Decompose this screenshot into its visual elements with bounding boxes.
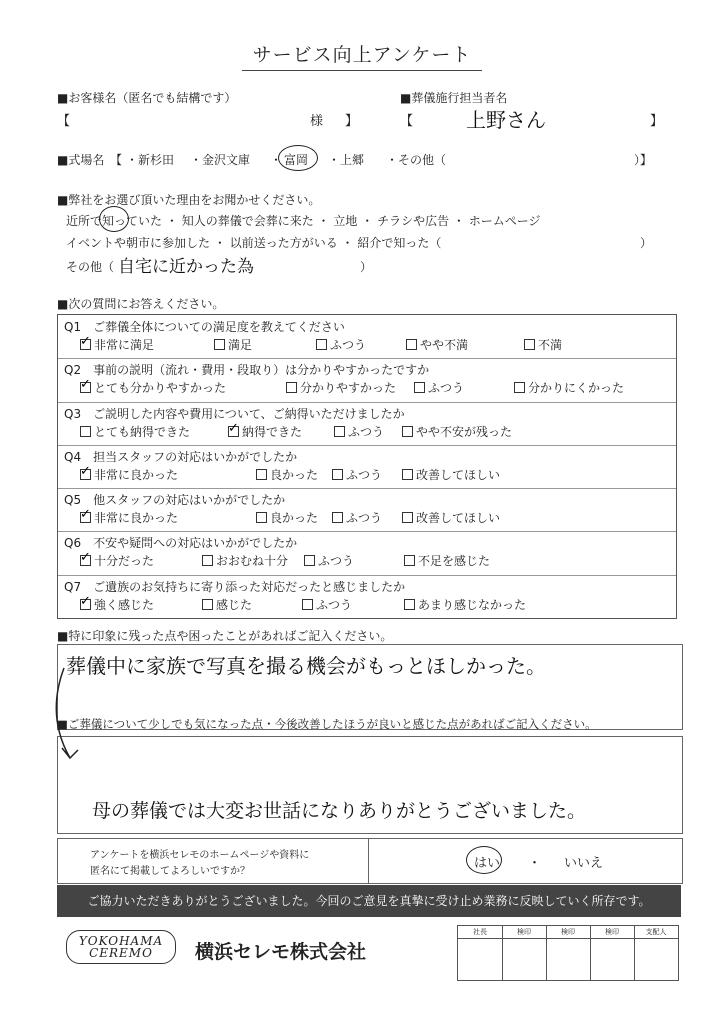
question-text: Q5 他スタッフの対応はいかがでしたか bbox=[64, 493, 286, 508]
question-text: Q6 不安や疑問への対応はいかがでしたか bbox=[64, 536, 298, 551]
option-label: 納得できた bbox=[242, 424, 303, 439]
reason-neighborhood: 近所で知っていた bbox=[66, 214, 163, 228]
option-label: ふつう bbox=[428, 381, 465, 396]
question-text: Q1 ご葬儀全体についての満足度を教えてください bbox=[64, 320, 345, 334]
question-option[interactable] bbox=[302, 596, 352, 613]
question-option[interactable] bbox=[80, 379, 226, 396]
reason-other-handwritten: 自宅に近かった為 bbox=[118, 257, 254, 277]
title-underline bbox=[242, 70, 482, 71]
question-row-3 bbox=[58, 402, 676, 440]
reason-selected-circle bbox=[99, 206, 129, 232]
checkbox[interactable] bbox=[302, 599, 313, 610]
checkbox[interactable] bbox=[316, 339, 327, 350]
consent-sep: ・ bbox=[528, 856, 542, 871]
question-row-4 bbox=[58, 445, 676, 483]
question-option[interactable] bbox=[402, 423, 512, 440]
question-option[interactable] bbox=[202, 596, 252, 613]
venue-close: ）】 bbox=[634, 153, 653, 167]
question-option[interactable] bbox=[80, 552, 154, 569]
question-text: Q3 ご説明した内容や費用について、ご納得いただけましたか bbox=[64, 406, 405, 421]
stamp-column bbox=[546, 926, 591, 980]
checkbox[interactable] bbox=[256, 512, 267, 523]
handwritten-arrow bbox=[50, 660, 90, 770]
question-option[interactable] bbox=[414, 379, 464, 396]
option-label: 十分だった bbox=[94, 554, 155, 569]
option-label: 不満 bbox=[538, 338, 563, 352]
question-separator bbox=[58, 402, 676, 403]
checked-checkbox[interactable] bbox=[228, 426, 239, 437]
option-label: やや不安が残った bbox=[416, 424, 513, 439]
checkbox[interactable] bbox=[202, 555, 213, 566]
question-row-1 bbox=[58, 315, 676, 353]
customer-open-bracket: 【 bbox=[57, 114, 71, 129]
question-option[interactable] bbox=[80, 423, 190, 440]
question-option[interactable] bbox=[402, 466, 500, 483]
customer-suffix: 様 bbox=[310, 114, 324, 129]
stamp-header: 検印 bbox=[502, 926, 546, 939]
option-label: ふつう bbox=[346, 467, 383, 482]
checkbox[interactable] bbox=[406, 339, 417, 350]
staff-close-bracket: 】 bbox=[650, 114, 664, 129]
checked-checkbox[interactable] bbox=[80, 599, 91, 610]
customer-close-bracket: 】 bbox=[345, 114, 359, 129]
consent-question-line1: アンケートを横浜セレモのホームページや資料に bbox=[90, 850, 310, 861]
stamp-column bbox=[634, 926, 678, 980]
option-label: やや不満 bbox=[420, 338, 469, 352]
checkbox[interactable] bbox=[332, 469, 343, 480]
option-label: 満足 bbox=[228, 338, 253, 352]
question-option[interactable] bbox=[404, 596, 526, 613]
venue-option-tomioka: 富岡 bbox=[284, 153, 309, 167]
questions-table bbox=[57, 314, 677, 619]
question-separator bbox=[58, 575, 676, 576]
question-option[interactable] bbox=[332, 466, 382, 483]
option-label: 改善してほしい bbox=[416, 467, 501, 482]
venue-selected-circle bbox=[278, 145, 318, 171]
sep: ・ bbox=[317, 214, 330, 228]
venue-option-dot: ・ bbox=[270, 153, 283, 167]
question-row-5 bbox=[58, 488, 676, 526]
reason-other-label: その他（ bbox=[66, 260, 115, 274]
question-option[interactable] bbox=[406, 336, 468, 353]
sep: ・ bbox=[213, 236, 226, 250]
question-option[interactable] bbox=[402, 509, 500, 526]
company-name: 横浜セレモ株式会社 bbox=[195, 941, 367, 963]
question-option[interactable] bbox=[80, 466, 178, 483]
reason-other-close: ） bbox=[360, 260, 373, 274]
stamp-column bbox=[502, 926, 547, 980]
option-label: 不足を感じた bbox=[418, 554, 491, 569]
question-option[interactable] bbox=[332, 509, 382, 526]
checkbox[interactable] bbox=[524, 339, 535, 350]
option-label: 分かりにくかった bbox=[528, 381, 625, 396]
sep: ・ bbox=[452, 214, 465, 228]
stamp-column bbox=[458, 926, 503, 980]
consent-yes-circle bbox=[466, 846, 502, 874]
checked-checkbox[interactable] bbox=[80, 382, 91, 393]
option-label: ふつう bbox=[346, 511, 383, 526]
sep: ・ bbox=[165, 214, 178, 228]
question-row-7 bbox=[58, 575, 676, 613]
venue-label: ■式場名 bbox=[57, 153, 105, 167]
checkbox[interactable] bbox=[80, 426, 91, 437]
checkbox[interactable] bbox=[514, 382, 525, 393]
question-option[interactable] bbox=[256, 509, 318, 526]
reason-event: イベントや朝市に参加した bbox=[66, 236, 211, 250]
reason-label: ■弊社をお選び頂いた理由をお聞かせください。 bbox=[57, 193, 321, 207]
question-separator bbox=[58, 488, 676, 489]
option-label: ふつう bbox=[330, 338, 367, 352]
venue-option-kamigo: ・上郷 bbox=[328, 153, 365, 167]
venue-option-other: ・その他（ bbox=[386, 153, 447, 167]
checkbox[interactable] bbox=[404, 599, 415, 610]
option-label: 非常に良かった bbox=[94, 467, 179, 482]
option-label: とても分かりやすかった bbox=[94, 381, 227, 396]
question-option[interactable] bbox=[304, 552, 354, 569]
stamp-table bbox=[457, 925, 679, 981]
checkbox[interactable] bbox=[304, 555, 315, 566]
page-title: サービス向上アンケート bbox=[252, 44, 472, 66]
option-label: ふつう bbox=[348, 424, 385, 439]
option-label: 良かった bbox=[270, 511, 319, 526]
reason-referral: 紹介で知った（ bbox=[357, 236, 442, 250]
question-separator bbox=[58, 358, 676, 359]
option-label: 非常に良かった bbox=[94, 511, 179, 526]
reason-location: 立地 bbox=[333, 214, 358, 228]
question-row-6 bbox=[58, 531, 676, 569]
option-label: 改善してほしい bbox=[416, 511, 501, 526]
question-option[interactable] bbox=[404, 552, 490, 569]
checkbox[interactable] bbox=[286, 382, 297, 393]
venue-option-shinsugita: ・新杉田 bbox=[126, 153, 175, 167]
stamp-header: 社長 bbox=[458, 926, 502, 939]
question-option[interactable] bbox=[214, 336, 252, 353]
question-option[interactable] bbox=[316, 336, 366, 353]
option-label: 非常に満足 bbox=[94, 338, 155, 352]
impression-label: ■特に印象に残った点や困ったことがあればご記入ください。 bbox=[57, 629, 393, 643]
checkbox[interactable] bbox=[414, 382, 425, 393]
reason-homepage: ホームページ bbox=[468, 214, 541, 228]
stamp-column bbox=[590, 926, 635, 980]
question-option[interactable] bbox=[524, 336, 562, 353]
staff-label: ■葬儀施行担当者名 bbox=[400, 91, 508, 105]
stamp-header: 検印 bbox=[546, 926, 590, 939]
thanks-banner: ご協力いただきありがとうございました。今回のご意見を真摯に受け止め業務に反映していく所存です。 bbox=[57, 885, 681, 917]
question-option[interactable] bbox=[80, 336, 154, 353]
option-label: 分かりやすかった bbox=[300, 381, 397, 396]
checkbox[interactable] bbox=[202, 599, 213, 610]
checkbox[interactable] bbox=[404, 555, 415, 566]
consent-no[interactable]: いいえ bbox=[564, 856, 604, 871]
reason-line1 bbox=[66, 212, 541, 229]
reason-referral-close: ） bbox=[640, 236, 653, 250]
option-label: あまり感じなかった bbox=[418, 597, 527, 612]
improvement-handwritten: 母の葬儀では大変お世話になりありがとうございました。 bbox=[92, 800, 587, 822]
question-option[interactable] bbox=[228, 423, 302, 440]
sep: ・ bbox=[361, 214, 374, 228]
impression-handwritten: 葬儀中に家族で写真を撮る機会がもっとほしかった。 bbox=[66, 654, 546, 678]
checkbox[interactable] bbox=[214, 339, 225, 350]
stamp-header: 支配人 bbox=[634, 926, 678, 939]
option-label: 良かった bbox=[270, 467, 319, 482]
question-separator bbox=[58, 445, 676, 446]
checked-checkbox[interactable] bbox=[80, 512, 91, 523]
checkbox[interactable] bbox=[402, 512, 413, 523]
customer-label: ■お客様名（匿名でも結構です） bbox=[57, 91, 237, 105]
sep: ・ bbox=[341, 236, 354, 250]
option-label: ふつう bbox=[318, 554, 355, 569]
option-label: 強く感じた bbox=[94, 597, 155, 612]
checkbox[interactable] bbox=[402, 469, 413, 480]
consent-question-line2: 匿名にて掲載してよろしいですか？ bbox=[90, 866, 250, 877]
checkbox[interactable] bbox=[334, 426, 345, 437]
question-text: Q7 ご遺族のお気持ちに寄り添った対応だったと感じましたか bbox=[64, 579, 406, 594]
question-option[interactable] bbox=[334, 423, 384, 440]
question-option[interactable] bbox=[80, 509, 178, 526]
question-text: Q2 事前の説明（流れ・費用・段取り）は分かりやすかったですか bbox=[64, 363, 430, 378]
reason-flyer: チラシや広告 bbox=[377, 214, 450, 228]
question-option[interactable] bbox=[286, 379, 396, 396]
checkbox[interactable] bbox=[256, 469, 267, 480]
reason-acquaintance-funeral: 知人の葬儀で会葬に来た bbox=[181, 214, 314, 228]
checked-checkbox[interactable] bbox=[80, 555, 91, 566]
staff-open-bracket: 【 bbox=[400, 114, 414, 129]
checkbox[interactable] bbox=[332, 512, 343, 523]
question-option[interactable] bbox=[256, 466, 318, 483]
stamp-header: 検印 bbox=[590, 926, 634, 939]
question-option[interactable] bbox=[514, 379, 624, 396]
questions-header: ■次の質問にお答えください。 bbox=[57, 297, 225, 311]
improvement-label: ■ご葬儀について少しでも気になった点・今後改善したほうが良いと感じた点があればご記入ください。 bbox=[57, 717, 597, 731]
option-label: とても納得できた bbox=[94, 424, 191, 439]
company-logo-text: YOKOHAMA CEREMO bbox=[66, 930, 176, 964]
question-text: Q4 担当スタッフの対応はいかがでしたか bbox=[64, 449, 298, 464]
option-label: ふつう bbox=[316, 597, 353, 612]
reason-line2 bbox=[66, 234, 441, 251]
venue-open-bracket: 【 bbox=[110, 153, 123, 167]
question-option[interactable] bbox=[202, 552, 288, 569]
question-row-2 bbox=[58, 358, 676, 396]
company-logo bbox=[66, 930, 176, 964]
consent-yes[interactable]: はい bbox=[474, 856, 501, 871]
option-label: おおむね十分 bbox=[216, 554, 289, 569]
reason-previous: 以前送った方がいる bbox=[229, 236, 338, 250]
consent-box bbox=[57, 838, 683, 884]
checkbox[interactable] bbox=[402, 426, 413, 437]
venue-option-kanazawabunko: ・金沢文庫 bbox=[190, 153, 251, 167]
checked-checkbox[interactable] bbox=[80, 339, 91, 350]
checked-checkbox[interactable] bbox=[80, 469, 91, 480]
option-label: 感じた bbox=[216, 597, 253, 612]
staff-handwritten-name: 上野さん bbox=[466, 108, 546, 132]
question-option[interactable] bbox=[80, 596, 154, 613]
consent-divider bbox=[368, 839, 369, 883]
question-separator bbox=[58, 531, 676, 532]
